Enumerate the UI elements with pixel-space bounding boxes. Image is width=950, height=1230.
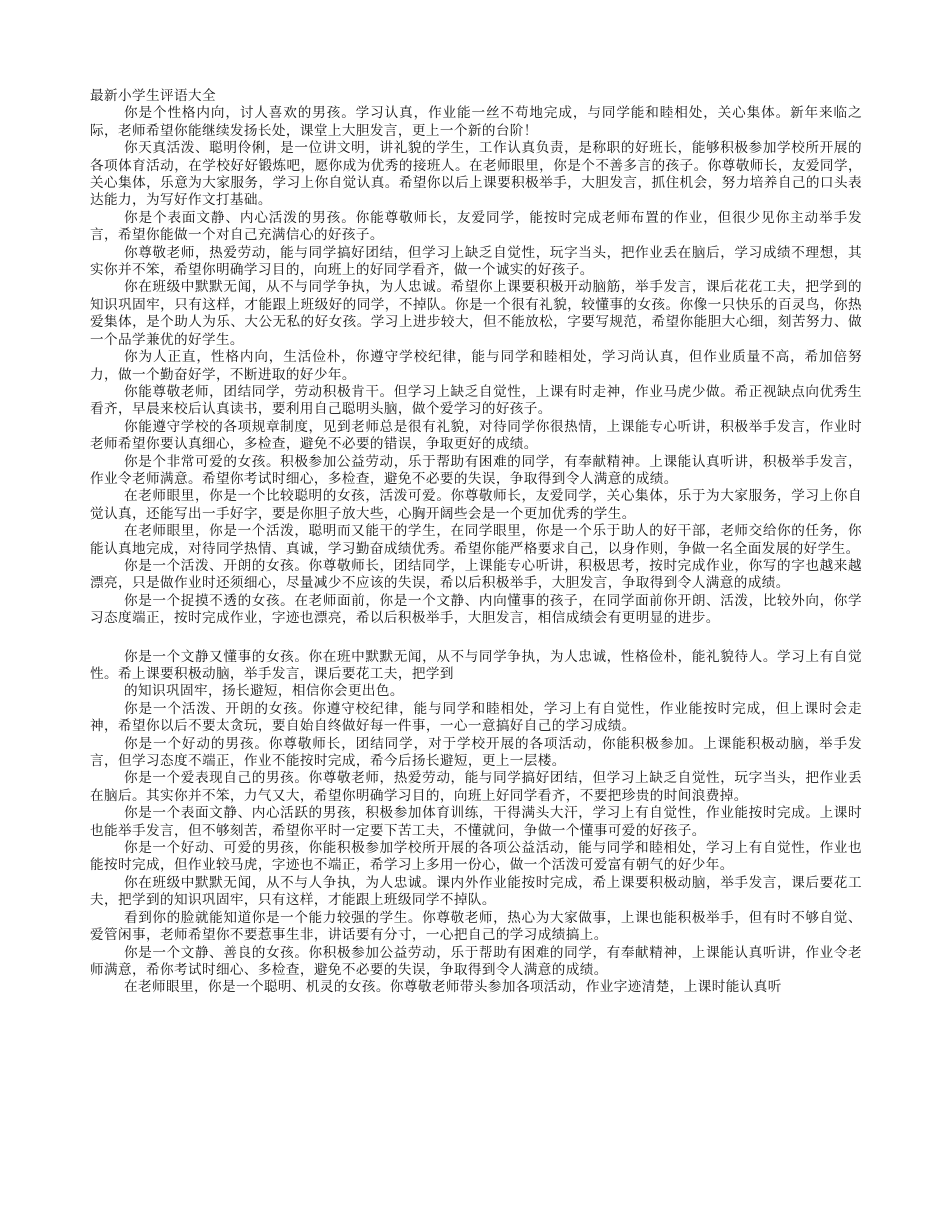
document-title: 最新小学生评语大全 — [90, 88, 216, 104]
paragraph: 你是一个好动的男孩。你尊敬师长，团结同学，对于学校开展的各项活动，你能积极参加。上课能积极动脑，举手发言，但学习态度不端正，作业不能按时完成，希今后扬长避短，更上一层楼。 — [90, 735, 862, 770]
paragraph: 你是一个活泼、开朗的女孩。你遵守校纪律，能与同学和睦相处，学习上有自觉性，作业能按时完成，但上课时会走神，希望你以后不要太贪玩，要自始自终做好每一件事，一心一意搞好自己的学习成绩。 — [90, 700, 862, 735]
paragraph: 在老师眼里，你是一个比较聪明的女孩，活泼可爱。你尊敬师长，友爱同学，关心集体，乐于为大家服务，学习上你自觉认真，还能写出一手好字，要是你胆子放大些，心胸开阔些会是一个更加优秀的学生。 — [90, 488, 862, 522]
document-page — [90, 88, 862, 997]
paragraph: 你是一个爱表现自己的男孩。你尊敬老师，热爱劳动，能与同学搞好团结，但学习上缺乏自觉性，玩字当头，把作业丢在脑后。其实你并不笨，力气又大，希望你明确学习目的，向班上好同学看齐，不要把珍贵的时间浪费掉。 — [90, 770, 862, 804]
paragraph: 你在班级中默默无闻，从不与同学争执，为人忠诚。希望你上课要积极开动脑筋，举手发言，课后花花工夫，把学到的知识巩固牢，只有这样，才能跟上班级好的同学，不掉队。你是一个很有礼貌，较懂事的女孩。你像一只快乐的百灵鸟，你热爱集体，是个助人为乐、大公无私的好女孩。学习上进步较大，但不能放松，字要写规范，希望你能胆大心细，刻苦努力、做一个品学兼优的好学生。 — [90, 279, 862, 348]
paragraph: 在老师眼里，你是一个聪明、机灵的女孩。你尊敬老师带头参加各项活动，作业字迹清楚，上课时能认真听 — [124, 979, 782, 996]
paragraph: 在老师眼里，你是一个活泼，聪明而又能干的学生，在同学眼里，你是一个乐于助人的好干部，老师交给你的任务，你能认真地完成，对待同学热情、真诚，学习勤奋成绩优秀。希望你能严格要求自己，以身作则，争做一名全面发展的好学生。 — [90, 523, 862, 557]
paragraph: 你天真活泼、聪明伶俐，是一位讲文明，讲礼貌的学生，工作认真负责，是称职的好班长，能够积极参加学校所开展的各项体育活动，在学校好好锻炼吧，愿你成为优秀的接班人。在老师眼里，你是个不善多言的孩子。你尊敬师长，友爱同学，关心集体，乐意为大家服务，学习上你自觉认真。希望你以后上课要积极举手，大胆发言，抓住机会，努力培养自己的口头表达能力，为写好作文打基础。 — [90, 140, 862, 209]
paragraph: 看到你的脸就能知道你是一个能力较强的学生。你尊敬老师，热心为大家做事，上课也能积极举手，但有时不够自觉、爱管闲事，老师希望你不要惹事生非，讲话要有分寸，一心把自己的学习成绩搞上。 — [90, 909, 862, 944]
paragraph: 你能遵守学校的各项规章制度，见到老师总是很有礼貌，对待同学你很热情，上课能专心听讲，积极举手发言，作业时老师希望你要认真细心，多检查，避免不必要的错误，争取更好的成绩。 — [90, 418, 862, 453]
paragraph: 你是一个文静、善良的女孩。你积极参加公益劳动，乐于帮助有困难的同学，有奉献精神，上课能认真听讲，作业令老师满意，希你考试时细心、多检查，避免不必要的失误，争取得到令人满意的成绩。 — [90, 944, 862, 978]
paragraph: 你是个性格内向，讨人喜欢的男孩。学习认真，作业能一丝不苟地完成，与同学能和睦相处，关心集体。新年来临之际，老师希望你能继续发扬长处，课堂上大胆发言，更上一个新的台阶！ — [90, 105, 862, 139]
paragraph: 你是个表面文静、内心活泼的男孩。你能尊敬师长，友爱同学，能按时完成老师布置的作业，但很少见你主动举手发言，希望你能做一个对自己充满信心的好孩子。 — [90, 209, 862, 244]
paragraph: 你是一个表面文静、内心活跃的男孩，积极参加体育训练，干得满头大汗，学习上有自觉性，作业能按时完成。上课时也能举手发言，但不够刻苦，希望你平时一定要下苦工夫，不懂就问，争做一个懂事可爱的好孩子。 — [90, 805, 862, 839]
paragraph: 你是一个好动、可爱的男孩，你能积极参加学校所开展的各项公益活动，能与同学和睦相处，学习上有自觉性，作业也能按时完成，但作业较马虎，字迹也不端正，希学习上多用一份心，做一个活泼可爱富有朝气的好少年。 — [90, 840, 862, 874]
paragraph: 你为人正直，性格内向，生活俭朴，你遵守学校纪律，能与同学和睦相处，学习尚认真，但作业质量不高，希加倍努力，做一个勤奋好学，不断进取的好少年。 — [90, 349, 862, 383]
paragraph: 你是一个文静又懂事的女孩。你在班中默默无闻，从不与同学争执，为人忠诚，性格俭朴，能礼貌待人。学习上有自觉性。希上课要积极动脑，举手发言，课后要花工夫，把学到 — [90, 648, 862, 682]
paragraph: 你是一个活泼、开朗的女孩。你尊敬师长，团结同学，上课能专心听讲，积极思考，按时完成作业，你写的字也越来越漂亮，只是做作业时还须细心，尽量减少不应该的失误，希以后积极举手，大胆发言，争取得到令人满意的成绩。 — [90, 557, 862, 592]
paragraph: 你是一个捉摸不透的女孩。在老师面前，你是一个文静、内向懂事的孩子，在同学面前你开朗、活泼，比较外向，你学习态度端正，按时完成作业，字迹也漂亮，希以后积极举手，大胆发言，相信成绩会有更明显的进步。 — [90, 592, 862, 627]
paragraph: 你尊敬老师，热爱劳动，能与同学搞好团结，但学习上缺乏自觉性，玩字当头，把作业丢在脑后，学习成绩不理想，其实你并不笨，希望你明确学习目的，向班上的好同学看齐，做一个诚实的好孩子。 — [90, 244, 862, 279]
paragraph: 你是个非常可爱的女孩。积极参加公益劳动，乐于帮助有困难的同学，有奉献精神。上课能认真听讲，积极举手发言，作业令老师满意。希望你考试时细心，多检查，避免不必要的失误，争取得到令人满意的成绩。 — [90, 453, 862, 487]
paragraph: 你在班级中默默无闻，从不与人争执，为人忠诚。课内外作业能按时完成，希上课要积极动脑，举手发言，课后要花工夫，把学到的知识巩固牢，只有这样，才能跟上班级同学不掉队。 — [90, 874, 862, 909]
paragraph: 你能尊敬老师，团结同学，劳动积极肯干。但学习上缺乏自觉性，上课有时走神，作业马虎少做。希正视缺点向优秀生看齐，早晨来校后认真读书，要利用自己聪明头脑，做个爱学习的好孩子。 — [90, 383, 862, 418]
paragraph: 的知识巩固牢，扬长避短，相信你会更出色。 — [124, 683, 404, 700]
